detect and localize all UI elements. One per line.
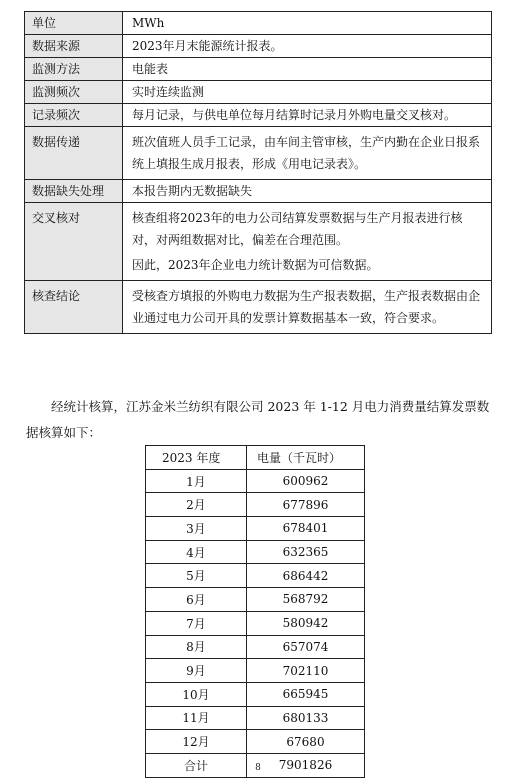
- info-row-monitoring-frequency: [25, 81, 492, 104]
- monthly-electricity-table: [145, 445, 365, 778]
- month-cell: 8月: [146, 635, 247, 659]
- table-row: [146, 611, 365, 635]
- month-cell: 5月: [146, 564, 247, 588]
- info-key: 核查结论: [25, 281, 123, 334]
- electricity-value-cell: 632365: [247, 540, 365, 564]
- month-cell: 6月: [146, 588, 247, 612]
- info-key: 单位: [25, 12, 123, 35]
- month-cell: 11月: [146, 706, 247, 730]
- month-table-header-row: [146, 446, 365, 470]
- info-value-cell: [123, 203, 492, 281]
- electricity-value-cell: 665945: [247, 682, 365, 706]
- intro-paragraph: 经统计核算，江苏金米兰纺织有限公司 2023 年 1-12 月电力消费量结算发票数据核算如下：: [26, 399, 490, 440]
- electricity-value-cell: 678401: [247, 517, 365, 541]
- info-key: 数据传递: [25, 127, 123, 180]
- year-column-header: 2023 年度: [146, 446, 247, 470]
- table-row: [146, 682, 365, 706]
- info-key: 监测频次: [25, 81, 123, 104]
- info-row-monitoring-method: [25, 58, 492, 81]
- table-row: [146, 706, 365, 730]
- info-key: 数据来源: [25, 35, 123, 58]
- electricity-value-cell: 677896: [247, 493, 365, 517]
- info-key: 记录频次: [25, 104, 123, 127]
- data-info-table: [24, 11, 492, 334]
- info-row-conclusion: [25, 281, 492, 334]
- month-cell: 4月: [146, 540, 247, 564]
- electricity-value-cell: 657074: [247, 635, 365, 659]
- month-cell: 3月: [146, 517, 247, 541]
- info-value: 本报告期内无数据缺失: [123, 180, 492, 203]
- info-key: 交叉核对: [25, 203, 123, 281]
- total-label: 合计: [146, 753, 247, 777]
- info-value: 每月记录，与供电单位每月结算时记录月外购电量交叉核对。: [123, 104, 492, 127]
- month-cell: 1月: [146, 469, 247, 493]
- info-value: 实时连续监测: [123, 81, 492, 104]
- info-value: 电能表: [123, 58, 492, 81]
- table-row: [146, 635, 365, 659]
- month-table-body: [146, 469, 365, 777]
- month-cell: 7月: [146, 611, 247, 635]
- month-cell: 12月: [146, 730, 247, 754]
- electricity-value-cell: 580942: [247, 611, 365, 635]
- table-row: [146, 730, 365, 754]
- month-cell: 9月: [146, 659, 247, 683]
- info-value: 班次值班人员手工记录，由车间主管审核，生产内勤在企业日报系统上填报生成月报表，形成《用电记录表》。: [123, 127, 492, 180]
- info-row-record-frequency: [25, 104, 492, 127]
- table-row: [146, 540, 365, 564]
- table-row: [146, 469, 365, 493]
- electricity-value-cell: 568792: [247, 588, 365, 612]
- info-key: 监测方法: [25, 58, 123, 81]
- info-value: MWh: [123, 12, 492, 35]
- table-row: [146, 588, 365, 612]
- info-row-data-transfer: [25, 127, 492, 180]
- electricity-value-cell: 702110: [247, 659, 365, 683]
- total-value: 7901826: [247, 753, 365, 777]
- info-key: 数据缺失处理: [25, 180, 123, 203]
- electricity-value-cell: 680133: [247, 706, 365, 730]
- table-row: [146, 564, 365, 588]
- info-value: 2023年月末能源统计报表。: [123, 35, 492, 58]
- table-row: [146, 493, 365, 517]
- info-row-cross-check: [25, 203, 492, 281]
- month-cell: 2月: [146, 493, 247, 517]
- month-cell: 10月: [146, 682, 247, 706]
- info-row-unit: [25, 12, 492, 35]
- info-value: 受核查方填报的外购电力数据为生产报表数据，生产报表数据由企业通过电力公司开具的发票计算数据基本一致，符合要求。: [123, 281, 492, 334]
- info-row-missing-data: [25, 180, 492, 203]
- table-row: [146, 659, 365, 683]
- info-value-paragraph: 因此，2023年企业电力统计数据为可信数据。: [132, 258, 379, 272]
- info-value-paragraph: 核查组将2023年的电力公司结算发票数据与生产月报表进行核对，对两组数据对比，偏差在合理范围。: [132, 211, 463, 247]
- table-row: [146, 517, 365, 541]
- electricity-value-cell: 67680: [247, 730, 365, 754]
- page-number: 8: [255, 763, 261, 773]
- electricity-value-cell: 686442: [247, 564, 365, 588]
- electricity-column-header: 电量（千瓦时）: [247, 446, 365, 470]
- electricity-value-cell: 600962: [247, 469, 365, 493]
- info-row-data-source: [25, 35, 492, 58]
